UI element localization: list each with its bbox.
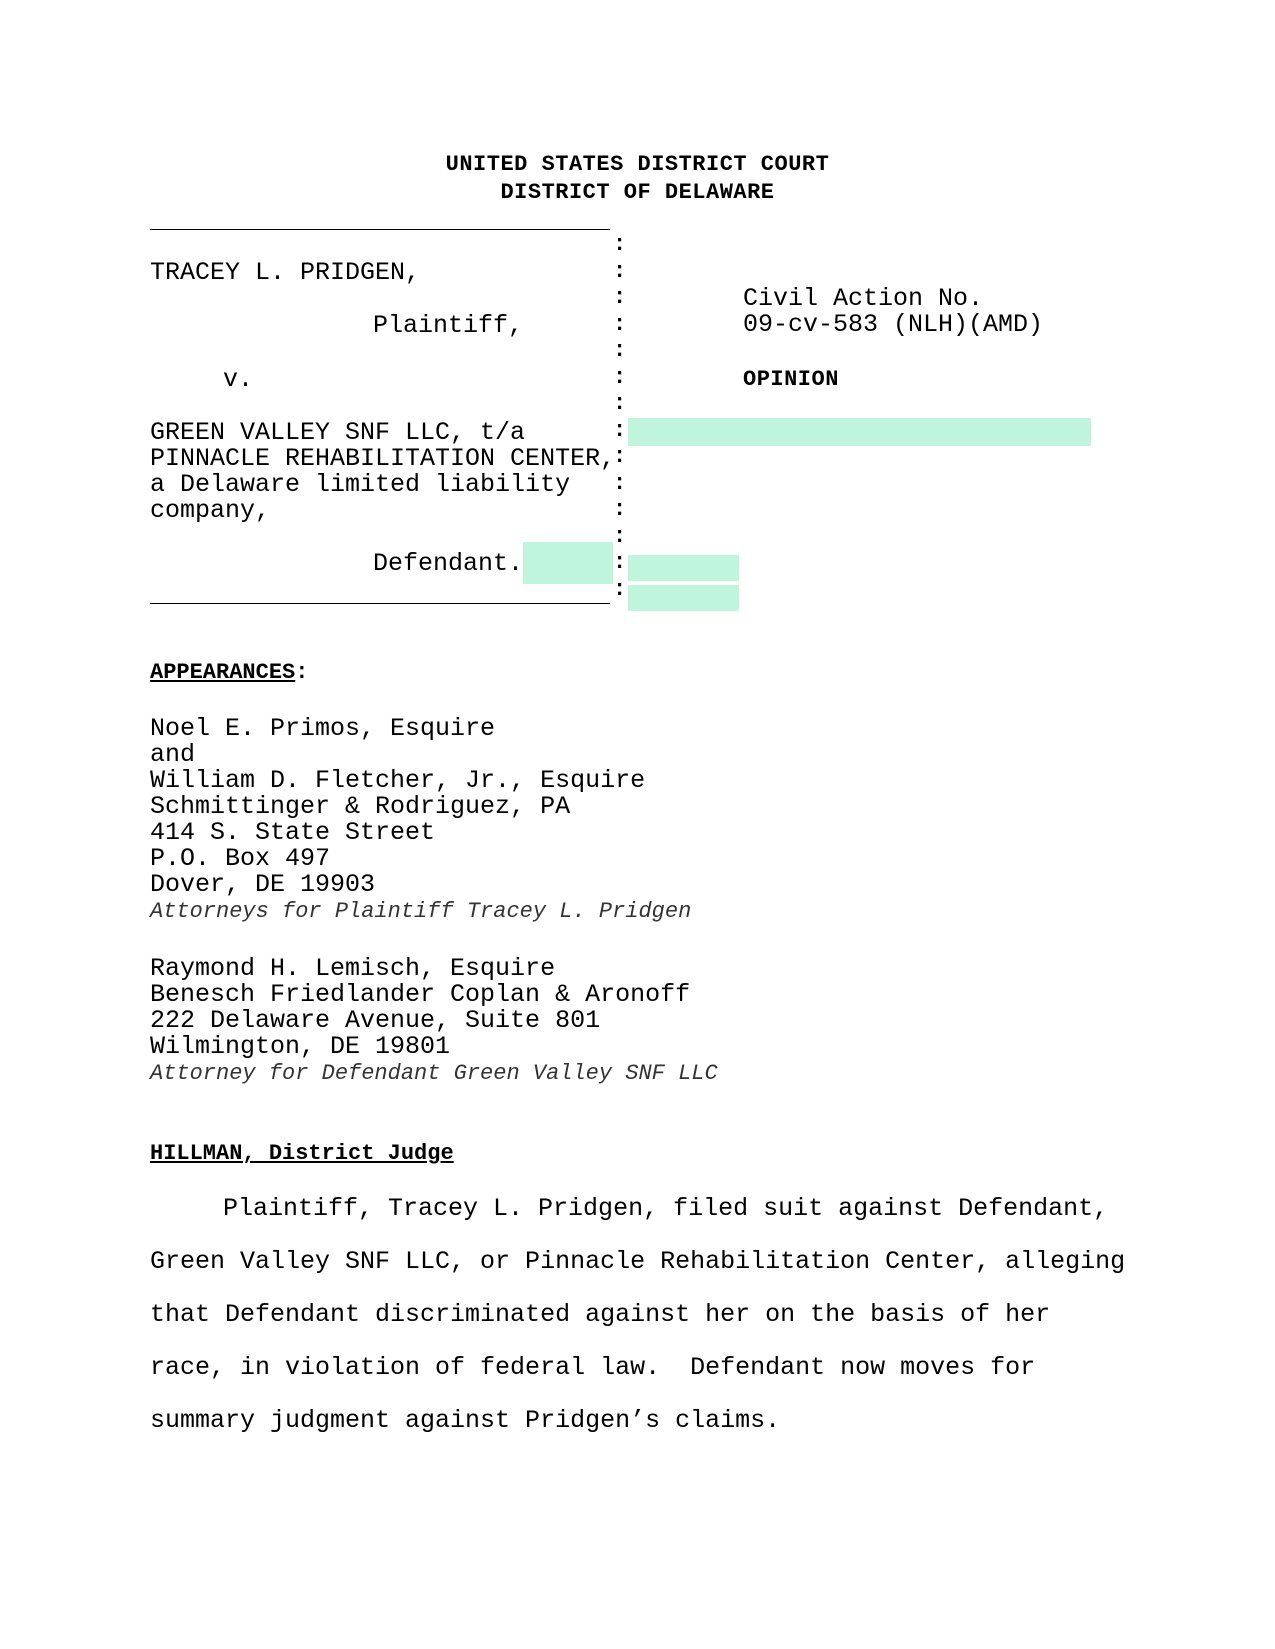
defendant-counsel-line: Wilmington, DE 19801	[150, 1032, 451, 1061]
appearances-heading-colon: :	[295, 660, 309, 685]
plaintiff-counsel-line: 414 S. State Street	[150, 818, 436, 847]
colon-separator: :	[613, 311, 627, 337]
opinion-body-line: Green Valley SNF LLC, or Pinnacle Rehabilitation Center, alleging	[150, 1247, 1126, 1276]
highlight-box-colon-2	[628, 585, 739, 611]
colon-separator: :	[613, 258, 627, 284]
caption-top-rule	[150, 229, 610, 230]
colon-separator: :	[613, 417, 627, 443]
colon-separator: :	[613, 470, 627, 496]
court-district: DISTRICT OF DELAWARE	[500, 180, 775, 205]
defendant-counsel-line: Benesch Friedlander Coplan & Aronoff	[150, 980, 691, 1009]
civil-action-label: Civil Action No.	[743, 284, 984, 313]
colon-separator: :	[613, 391, 627, 416]
appearances-heading-text: APPEARANCES	[150, 660, 296, 685]
caption-bottom-rule	[150, 603, 610, 604]
highlight-bar-case	[628, 418, 1091, 446]
plaintiff-role: Plaintiff,	[373, 311, 524, 340]
judge-heading: HILLMAN, District Judge	[150, 1141, 454, 1166]
plaintiff-counsel-line: Schmittinger & Rodriguez, PA	[150, 792, 571, 821]
defendant-name-line-1: GREEN VALLEY SNF LLC, t/a	[150, 418, 526, 447]
plaintiff-name: TRACEY L. PRIDGEN,	[150, 258, 421, 287]
colon-separator: :	[613, 523, 627, 549]
document-type: OPINION	[743, 367, 839, 392]
colon-separator: :	[613, 364, 627, 390]
defendant-counsel-line: Raymond H. Lemisch, Esquire	[150, 954, 556, 983]
highlight-box-defendant	[523, 542, 613, 584]
plaintiff-counsel-line: P.O. Box 497	[150, 844, 331, 873]
opinion-body-line: summary judgment against Pridgen’s claims.	[150, 1406, 781, 1435]
defendant-counsel-role: Attorney for Defendant Green Valley SNF LLC	[150, 1061, 718, 1086]
colon-separator: :	[613, 338, 627, 363]
defendant-role: Defendant.	[373, 549, 524, 578]
colon-separator: :	[613, 285, 627, 310]
opinion-body-line: race, in violation of federal law. Defendant now moves for	[150, 1353, 1036, 1382]
plaintiff-counsel-line: Noel E. Primos, Esquire	[150, 714, 496, 743]
plaintiff-counsel-line: and	[150, 740, 196, 769]
plaintiff-counsel-role: Attorneys for Plaintiff Tracey L. Pridgen	[150, 899, 692, 924]
colon-separator: :	[613, 497, 627, 522]
plaintiff-counsel-line: Dover, DE 19903	[150, 870, 376, 899]
caption-colon-column	[613, 232, 625, 603]
opinion-body-line: that Defendant discriminated against her on the basis of her	[150, 1300, 1051, 1329]
court-name: UNITED STATES DISTRICT COURT	[445, 152, 830, 177]
colon-separator: :	[613, 232, 627, 257]
colon-separator: :	[613, 576, 627, 602]
plaintiff-counsel-line: William D. Fletcher, Jr., Esquire	[150, 766, 646, 795]
colon-separator: :	[613, 550, 627, 575]
appearances-heading	[150, 660, 308, 685]
colon-separator: :	[613, 444, 627, 469]
highlight-box-colon-1	[628, 555, 739, 581]
defendant-name-line-3: a Delaware limited liability	[150, 470, 571, 499]
defendant-counsel-line: 222 Delaware Avenue, Suite 801	[150, 1006, 601, 1035]
versus: v.	[223, 365, 254, 394]
defendant-name-line-2: PINNACLE REHABILITATION CENTER,	[150, 444, 616, 473]
defendant-name-line-4: company,	[150, 496, 271, 525]
case-number: 09-cv-583 (NLH)(AMD)	[743, 310, 1044, 339]
opinion-body-line: Plaintiff, Tracey L. Pridgen, filed suit against Defendant,	[223, 1194, 1109, 1223]
